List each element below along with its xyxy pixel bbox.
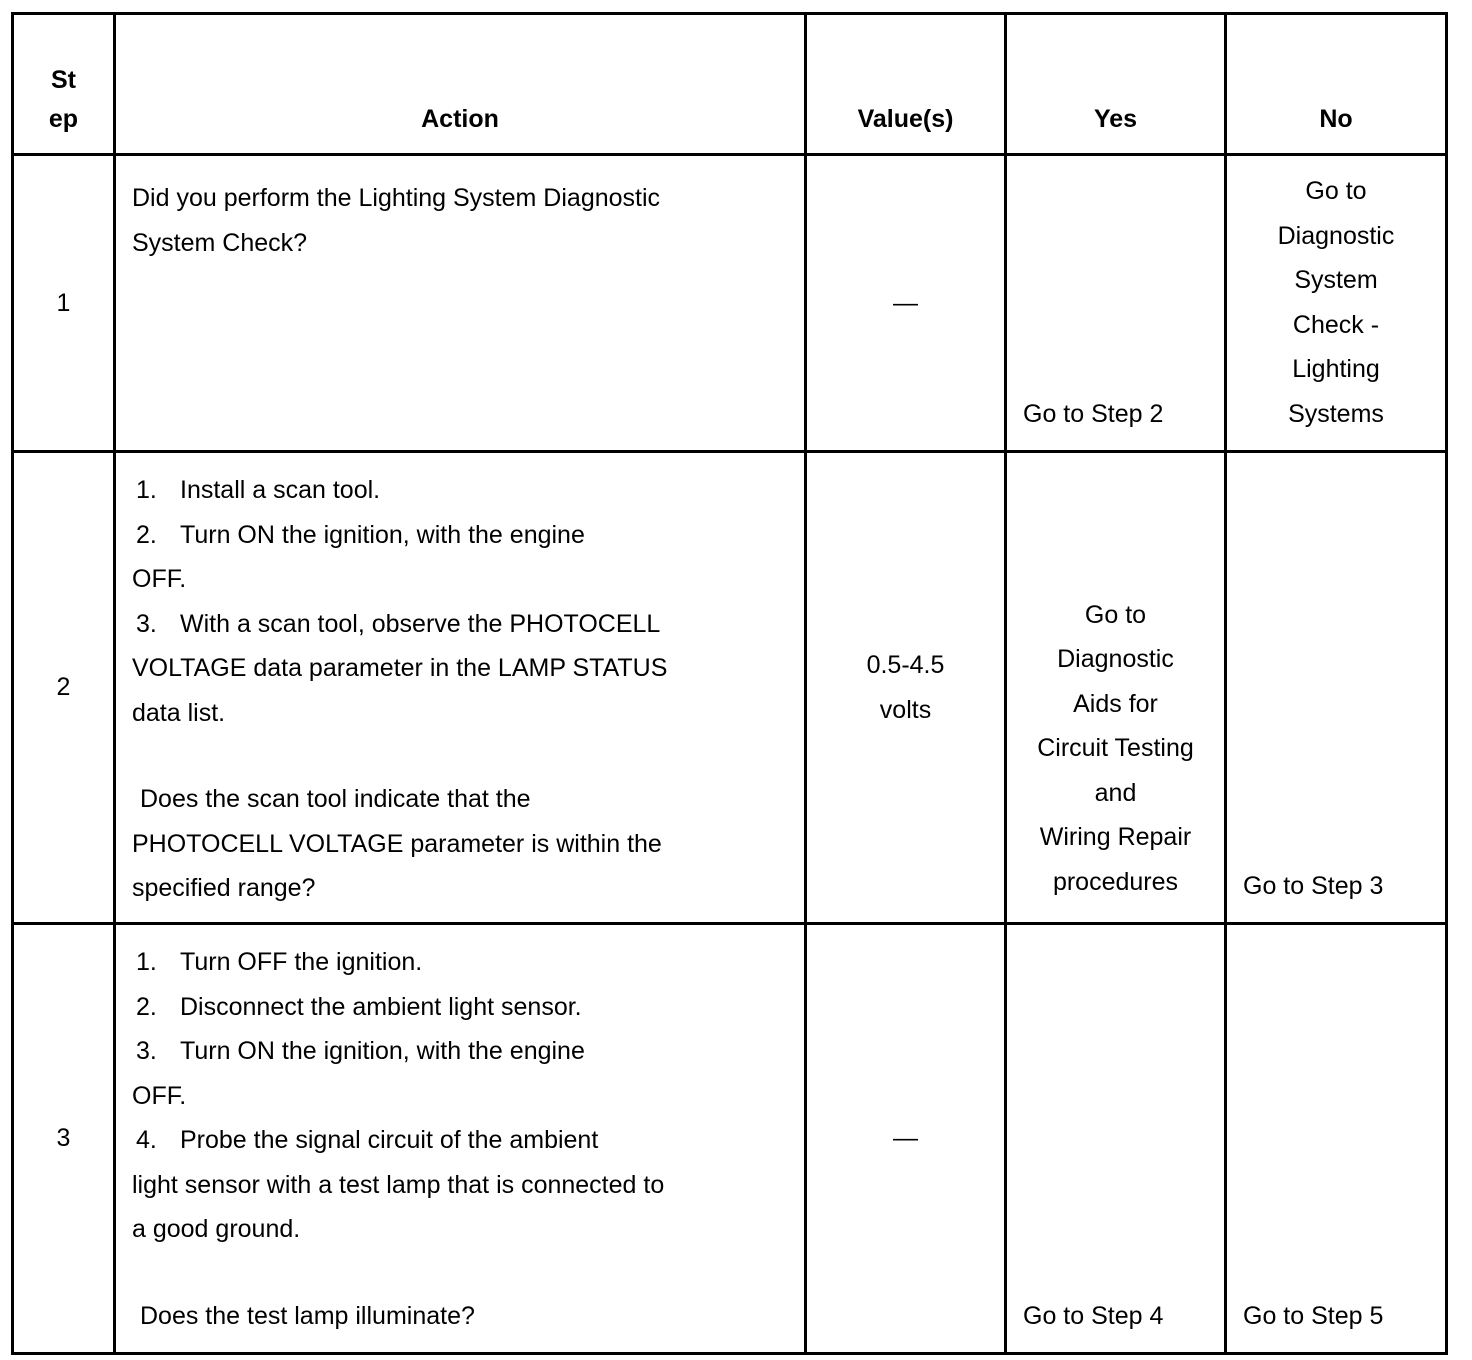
header-step: [13, 14, 115, 155]
yes-text: Wiring Repair: [1039, 823, 1192, 851]
yes-cell: [1006, 924, 1226, 1354]
no-text: Go to: [1305, 177, 1367, 205]
value-text: 0.5-4.5: [866, 651, 945, 679]
item-text: Probe the signal circuit of the ambient: [180, 1126, 599, 1154]
yes-text: Go to Step 2: [1023, 399, 1164, 428]
item-text: data list.: [132, 698, 226, 727]
no-text: System: [1294, 266, 1378, 294]
yes-text: Go to Step 4: [1023, 1301, 1164, 1330]
action-cell: [115, 452, 806, 924]
step-number: 3: [13, 924, 115, 1354]
yes-text: Diagnostic: [1057, 645, 1174, 673]
item-text: a good ground.: [132, 1215, 301, 1243]
no-cell: [1226, 452, 1447, 924]
yes-cell: [1006, 452, 1226, 924]
table-row: [13, 452, 1447, 924]
item-text: OFF.: [132, 1081, 187, 1110]
item-number: 1.: [136, 948, 157, 976]
action-question: Does the test lamp illuminate?: [140, 1301, 475, 1330]
item-text: light sensor with a test lamp that is connected to: [132, 1170, 665, 1199]
item-text: Turn OFF the ignition.: [180, 948, 423, 976]
yes-text: Circuit Testing: [1037, 734, 1194, 762]
value-text: volts: [879, 695, 932, 724]
item-number: 2.: [136, 992, 157, 1021]
action-item: [132, 940, 788, 985]
step-number: 1: [13, 155, 115, 452]
header-yes: Yes: [1006, 14, 1226, 155]
item-number: 4.: [136, 1126, 157, 1154]
header-step-line1: St: [51, 66, 76, 94]
value-cell: [806, 924, 1006, 1354]
no-text: Go to Step 5: [1243, 1301, 1384, 1330]
table-row: [13, 924, 1447, 1354]
value-dash: —: [893, 1124, 918, 1153]
no-text: Go to Step 3: [1243, 871, 1384, 900]
header-row: [13, 14, 1447, 155]
action-text: System Check?: [132, 228, 308, 257]
item-number: 3.: [136, 609, 157, 638]
yes-text: Aids for: [1073, 689, 1158, 718]
item-text: OFF.: [132, 565, 187, 593]
no-cell: [1226, 924, 1447, 1354]
yes-text: procedures: [1052, 867, 1179, 896]
item-text: Disconnect the ambient light sensor.: [180, 992, 582, 1021]
no-cell: [1226, 155, 1447, 452]
action-item: [132, 513, 788, 558]
yes-text: Go to: [1084, 600, 1147, 629]
item-text: With a scan tool, observe the PHOTOCELL: [180, 609, 661, 638]
action-item: [132, 985, 788, 1030]
header-step-line2: ep: [48, 105, 79, 133]
item-number: 1.: [136, 476, 157, 504]
no-text: Systems: [1288, 399, 1384, 428]
no-text: Diagnostic: [1277, 221, 1395, 250]
question-text: specified range?: [132, 874, 316, 902]
question-text: PHOTOCELL VOLTAGE parameter is within the: [132, 829, 662, 858]
header-values: Value(s): [806, 14, 1006, 155]
item-number: 3.: [136, 1037, 157, 1065]
yes-text: and: [1094, 778, 1137, 807]
item-text: Install a scan tool.: [180, 476, 381, 504]
action-cell: [115, 155, 806, 452]
table-row: [13, 155, 1447, 452]
action-item: [132, 1029, 788, 1074]
value-dash: —: [893, 288, 918, 317]
action-cell: [115, 924, 806, 1354]
action-text: Did you perform the Lighting System Diagnostic: [132, 184, 661, 212]
action-item: [132, 468, 788, 513]
item-text: VOLTAGE data parameter in the LAMP STATUS: [132, 654, 668, 682]
header-no: No: [1226, 14, 1447, 155]
step-number: 2: [13, 452, 115, 924]
header-action: Action: [115, 14, 806, 155]
item-text: Turn ON the ignition, with the engine: [180, 520, 585, 549]
diagnostic-table: [11, 12, 1448, 1355]
value-cell: [806, 155, 1006, 452]
no-text: Lighting: [1292, 355, 1380, 383]
action-question: [132, 777, 788, 822]
item-number: 2.: [136, 520, 157, 549]
yes-cell: [1006, 155, 1226, 452]
action-item: [132, 602, 788, 647]
item-text: Turn ON the ignition, with the engine: [180, 1037, 585, 1065]
no-text: Check -: [1292, 310, 1380, 339]
question-text: Does the scan tool indicate that the: [140, 785, 531, 813]
action-item: [132, 1118, 788, 1163]
value-cell: [806, 452, 1006, 924]
